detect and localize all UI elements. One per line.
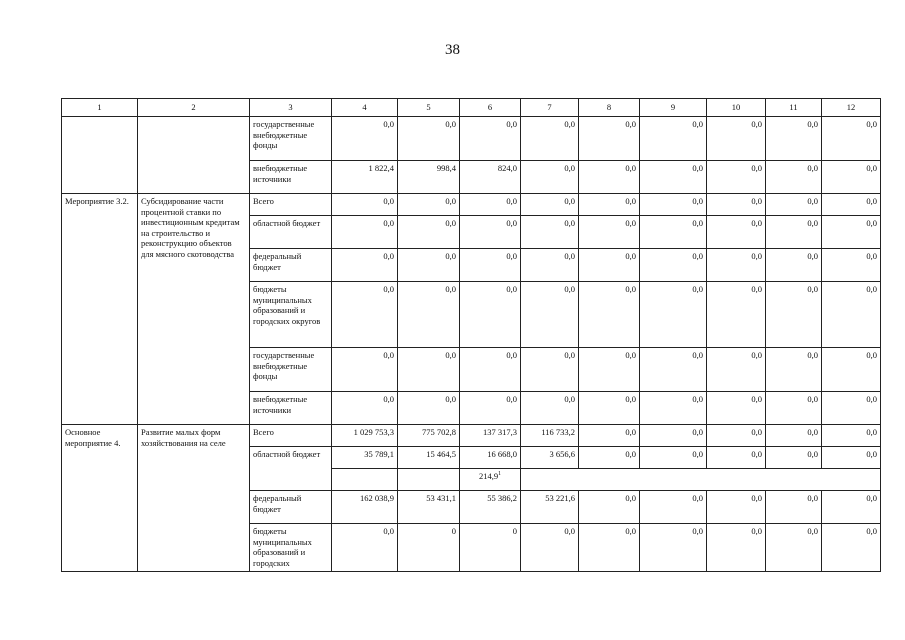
value-cell: 0,0 [640,249,707,282]
value-cell: 0,0 [521,524,579,572]
column-header: 12 [822,99,881,117]
value-cell: 0,0 [707,425,766,447]
value-cell: 0,0 [766,491,822,524]
value-cell: 0,0 [822,524,881,572]
value-cell: 0,0 [398,117,460,161]
value-cell: 0,0 [707,216,766,249]
value-cell: 0,0 [460,194,521,216]
value-cell: 0,0 [579,392,640,425]
source-label: внебюджетные источники [250,392,332,425]
value-cell: 0,0 [332,348,398,392]
measure-title: Развитие малых форм хозяйствования на селе [138,425,250,572]
value-cell: 0,0 [640,425,707,447]
column-header: 2 [138,99,250,117]
note-value-cell [460,469,521,491]
value-cell: 0,0 [822,425,881,447]
value-cell: 0,0 [707,117,766,161]
value-cell: 0,0 [707,161,766,194]
value-cell: 53 431,1 [398,491,460,524]
value-cell: 0,0 [579,425,640,447]
value-cell: 0,0 [332,216,398,249]
column-header: 6 [460,99,521,117]
value-cell: 0,0 [579,161,640,194]
value-cell: 3 656,6 [521,447,579,469]
value-cell: 16 668,0 [460,447,521,469]
source-label: государственные внебюджетные фонды [250,348,332,392]
column-header: 7 [521,99,579,117]
value-cell: 0,0 [640,161,707,194]
value-cell: 0,0 [640,491,707,524]
value-cell: 15 464,5 [398,447,460,469]
value-cell: 116 733,2 [521,425,579,447]
value-cell: 824,0 [460,161,521,194]
source-label: областной бюджет [250,216,332,249]
value-cell: 0,0 [640,392,707,425]
header-row [62,99,881,117]
footnote-mark: 1 [498,471,502,478]
value-cell: 0,0 [766,117,822,161]
value-cell: 0,0 [822,161,881,194]
value-cell: 0,0 [766,282,822,348]
value-cell: 0,0 [332,524,398,572]
value-cell: 0,0 [822,117,881,161]
value-cell: 0,0 [822,491,881,524]
source-label: государственные внебюджетные фонды [250,117,332,161]
note-value: 214,9 [478,471,499,481]
source-label: бюджеты муниципальных образований и городских [250,524,332,572]
value-cell: 35 789,1 [332,447,398,469]
value-cell: 0,0 [398,249,460,282]
value-cell: 0,0 [460,216,521,249]
value-cell: 0,0 [332,117,398,161]
value-cell: 0,0 [521,282,579,348]
value-cell: 0,0 [822,348,881,392]
table-row [62,194,881,216]
value-cell: 0,0 [332,392,398,425]
source-label: федеральный бюджет [250,249,332,282]
source-label: внебюджетные источники [250,161,332,194]
value-cell: 0,0 [579,348,640,392]
value-cell: 0,0 [766,194,822,216]
value-cell: 0,0 [766,447,822,469]
value-cell: 0,0 [640,447,707,469]
measure-number: Основное мероприятие 4. [62,425,138,572]
column-header: 3 [250,99,332,117]
source-label: областной бюджет [250,447,332,491]
empty-cell [521,469,881,491]
column-header: 1 [62,99,138,117]
measure-title: Субсидирование части процентной ставки по инвестиционным кредитам на строительство и реконструкцию объектов для мясного скотоводства [138,194,250,425]
value-cell: 0,0 [766,425,822,447]
value-cell: 0,0 [579,447,640,469]
source-label: федеральный бюджет [250,491,332,524]
empty-cell [332,469,398,491]
value-cell: 0,0 [460,249,521,282]
value-cell: 162 038,9 [332,491,398,524]
value-cell: 0,0 [521,117,579,161]
value-cell: 0,0 [521,161,579,194]
value-cell: 0,0 [707,249,766,282]
value-cell: 0,0 [398,194,460,216]
column-header: 4 [332,99,398,117]
value-cell: 0,0 [766,524,822,572]
table-row [62,425,881,447]
value-cell: 0,0 [707,491,766,524]
value-cell: 0,0 [460,117,521,161]
value-cell: 0,0 [707,194,766,216]
value-cell: 0,0 [579,249,640,282]
value-cell: 0,0 [707,447,766,469]
page-number: 38 [445,42,460,58]
value-cell: 0,0 [766,216,822,249]
value-cell: 0,0 [640,117,707,161]
table-row [62,117,881,161]
value-cell: 0,0 [332,249,398,282]
value-cell: 0,0 [398,348,460,392]
value-cell: 0,0 [640,348,707,392]
value-cell: 0,0 [332,282,398,348]
value-cell: 0,0 [460,392,521,425]
value-cell: 53 221,6 [521,491,579,524]
source-label: бюджеты муниципальных образований и городских округов [250,282,332,348]
value-cell: 55 386,2 [460,491,521,524]
value-cell: 0 [398,524,460,572]
value-cell: 0,0 [460,282,521,348]
value-cell: 0,0 [398,282,460,348]
value-cell: 0,0 [766,348,822,392]
value-cell: 0,0 [822,282,881,348]
value-cell: 0,0 [707,282,766,348]
value-cell: 0,0 [579,216,640,249]
value-cell: 1 822,4 [332,161,398,194]
value-cell: 0,0 [640,282,707,348]
source-label: Всего [250,425,332,447]
value-cell: 0,0 [398,216,460,249]
value-cell: 0,0 [766,249,822,282]
value-cell: 0,0 [579,491,640,524]
column-header: 8 [579,99,640,117]
value-cell: 0,0 [707,348,766,392]
value-cell: 1 029 753,3 [332,425,398,447]
value-cell: 0,0 [822,447,881,469]
value-cell: 0,0 [398,392,460,425]
value-cell: 0,0 [822,194,881,216]
column-header: 10 [707,99,766,117]
value-cell: 0,0 [766,161,822,194]
value-cell: 0,0 [521,194,579,216]
value-cell: 0,0 [460,348,521,392]
value-cell: 0,0 [521,348,579,392]
column-header: 9 [640,99,707,117]
value-cell: 0,0 [579,117,640,161]
value-cell: 0,0 [579,524,640,572]
empty-cell [62,117,138,194]
value-cell: 0,0 [521,216,579,249]
value-cell: 0,0 [579,282,640,348]
value-cell: 0,0 [707,392,766,425]
empty-cell [398,469,460,491]
value-cell: 0,0 [766,392,822,425]
value-cell: 0 [460,524,521,572]
column-header: 11 [766,99,822,117]
value-cell: 0,0 [822,216,881,249]
value-cell: 0,0 [707,524,766,572]
value-cell: 137 317,3 [460,425,521,447]
value-cell: 775 702,8 [398,425,460,447]
source-label: Всего [250,194,332,216]
budget-table [61,98,881,572]
value-cell: 0,0 [521,249,579,282]
column-header: 5 [398,99,460,117]
value-cell: 0,0 [332,194,398,216]
value-cell: 0,0 [521,392,579,425]
value-cell: 0,0 [579,194,640,216]
value-cell: 0,0 [640,194,707,216]
empty-cell [138,117,250,194]
value-cell: 998,4 [398,161,460,194]
value-cell: 0,0 [640,524,707,572]
measure-number: Мероприятие 3.2. [62,194,138,425]
value-cell: 0,0 [822,249,881,282]
value-cell: 0,0 [822,392,881,425]
value-cell: 0,0 [640,216,707,249]
